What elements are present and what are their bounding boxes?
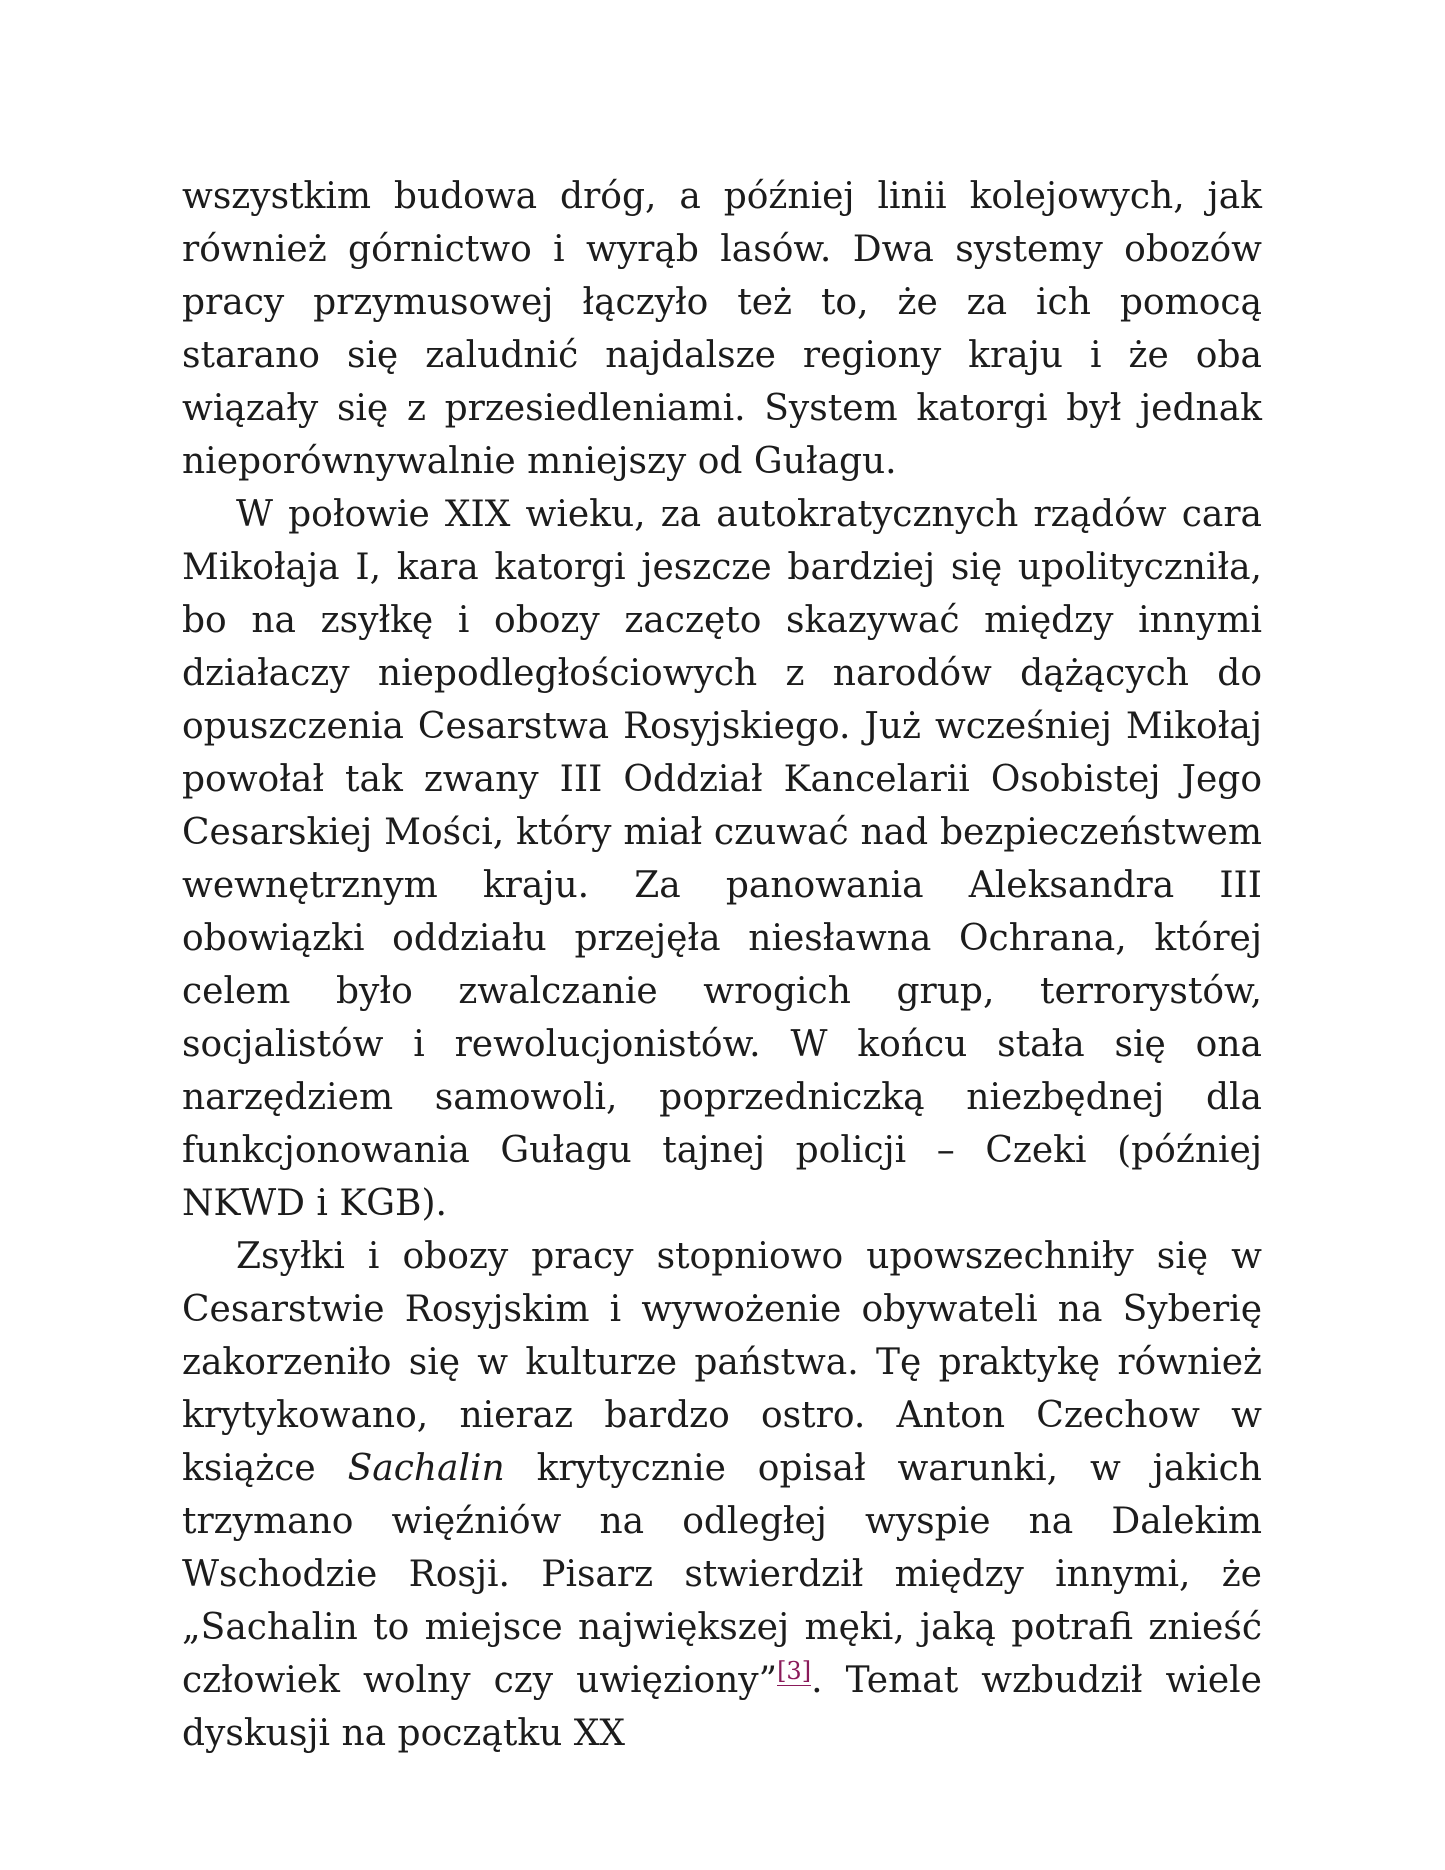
paragraph-3 xyxy=(182,1230,1262,1760)
paragraph-1: wszystkim budowa dróg, a później linii kolejowych, jak również górnictwo i wyrąb lasów. Dwa systemy obozów pracy przymusowej łączyło też to, że za ich pomocą starano się zaludnić najdalsze regiony kraju i że oba wiązały się z przesiedleniami. System katorgi był jednak nieporównywalnie mniejszy od Gułagu. xyxy=(182,176,1262,482)
paragraph-3-text-after: . Temat wzbudził wiele dyskusji na początku XX xyxy=(182,1660,1262,1754)
paragraph-3-text-before: Zsyłki i obozy pracy stopniowo upowszechniły się w Cesarstwie Rosyjskim i wywożenie obywateli na Syberię zakorzeniło się w kulturze państwa. Tę praktykę również krytykowano, nieraz bardzo ostro. Anton Czechow w książce xyxy=(182,1236,1262,1489)
page-body xyxy=(182,170,1262,1760)
paragraph-2: W połowie XIX wieku, za autokratycznych rządów cara Mikołaja I, kara katorgi jeszcze bardziej się upolityczniła, bo na zsyłkę i obozy zaczęto skazywać między innymi działaczy niepodległościowych z narodów dążących do opuszczenia Cesarstwa Rosyjskiego. Już wcześniej Mikołaj powołał tak zwany III Oddział Kancelarii Osobistej Jego Cesarskiej Mości, który miał czuwać nad bezpieczeństwem wewnętrznym kraju. Za panowania Aleksandra III obowiązki oddziału przejęła niesławna Ochrana, której celem było zwalczanie wrogich grup, terrorystów, socjalistów i rewolucjonistów. W końcu stała się ona narzędziem samowoli, poprzedniczką niezbędnej dla funkcjonowania Gułagu tajnej policji – Czeki (później NKWD i KGB). xyxy=(182,494,1262,1224)
footnote-link-3[interactable]: [3] xyxy=(777,1657,812,1685)
paragraph-3-text-middle: krytycznie opisał warunki, w jakich trzymano więźniów na odległej wyspie na Dalekim Wschodzie Rosji. Pisarz stwierdził między innymi, że „Sachalin to miejsce największej męki, jaką potrafi znieść człowiek wolny czy uwięziony” xyxy=(182,1448,1262,1701)
book-title-sachalin: Sachalin xyxy=(347,1448,505,1489)
